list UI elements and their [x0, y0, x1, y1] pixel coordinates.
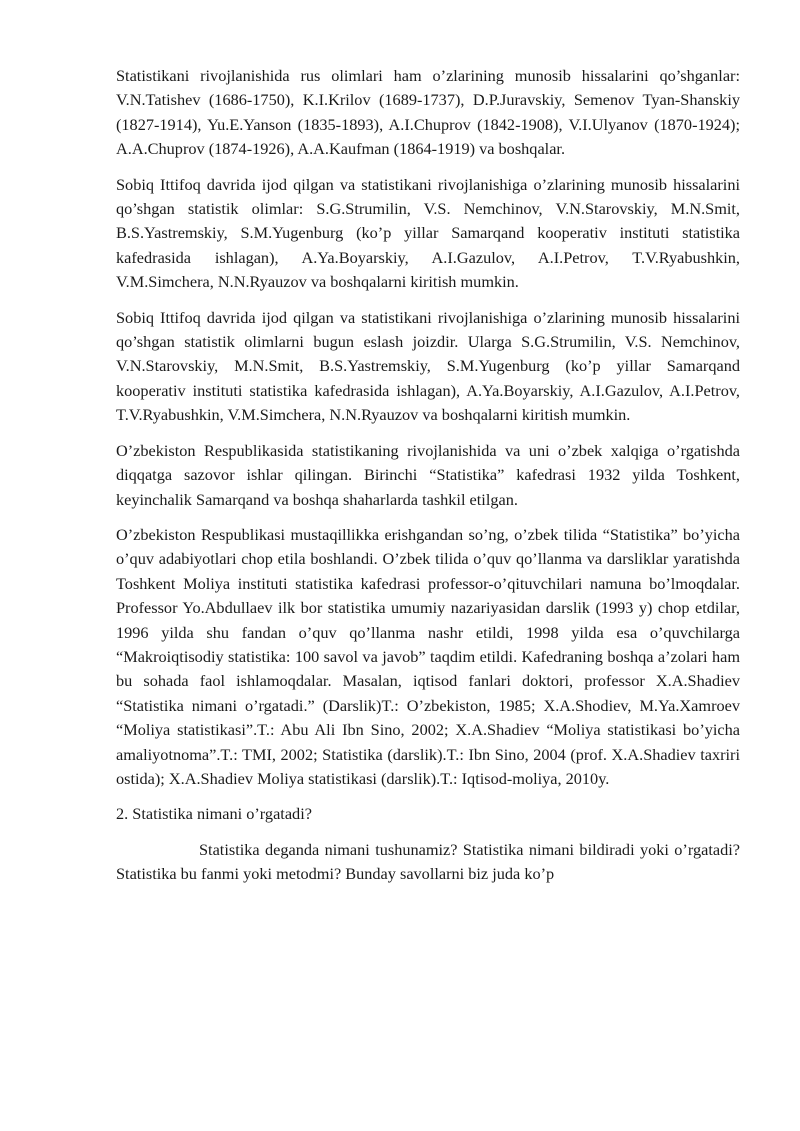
paragraph-what-is-statistics: Statistika deganda nimani tushunamiz? Statistika nimani bildiradi yoki o’rgatadi? Statistika bu fanmi yoki metodmi? Bunday savollarni biz juda ko’p: [116, 839, 740, 884]
paragraph-soviet-scientists-remembered: Sobiq Ittifoq davrida ijod qilgan va statistikani rivojlanishiga o’zlarining munosib hissalarini qo’shgan statistik olimlarni bugun eslash joizdir. Ularga S.G.Strumilin, V.S. Nemchinov, V.N.Starovskiy, M.N.Smit, B.S.Yastremskiy, S.M.Yugenburg (ko’p yillar Samarqand kooperativ instituti statistika kafedrasida ishlagan), A.Ya.Boyarskiy, A.I.Gazulov, A.I.Petrov, T.V.Ryabushkin, V.M.Simchera, N.N.Ryauzov va boshqalarni kiritish mumkin.: [116, 307, 740, 425]
document-page: [116, 64, 740, 898]
paragraph-soviet-scientists: Sobiq Ittifoq davrida ijod qilgan va statistikani rivojlanishiga o’zlarining munosib hissalarini qo’shgan statistik olimlar: S.G.Strumilin, V.S. Nemchinov, V.N.Starovskiy, M.N.Smit, B.S.Yastremskiy, S.M.Yugenburg (ko’p yillar Samarqand kooperativ instituti statistika kafedrasida ishlagan), A.Ya.Boyarskiy, A.I.Gazulov, A.I.Petrov, T.V.Ryabushkin, V.M.Simchera, N.N.Ryauzov va boshqalarni kiritish mumkin.: [116, 174, 740, 292]
paragraph-independence-literature: O’zbekiston Respublikasi mustaqillikka erishgandan so’ng, o’zbek tilida “Statistika” bo’yicha o’quv adabiyotlari chop etila boshlandi. O’zbek tilida o’quv qo’llanma va darsliklar yaratishda Toshkent Moliya instituti statistika kafedrasi professor-o’qituvchilari namuna bo’lmoqdalar. Professor Yo.Abdullaev ilk bor statistika umumiy nazariyasidan darslik (1993 y) chop etdilar, 1996 yilda shu fandan o’quv qo’llanma nashr etildi, 1998 yilda esa o’quvchilarga “Makroiqtisodiy statistika: 100 savol va javob” taqdim etildi. Kafedraning boshqa a’zolari ham bu sohada faol ishlamoqdalar. Masalan, iqtisod fanlari doktori, professor X.A.Shadiev “Statistika nimani o’rgatadi.” (Darslik)T.: O’zbekiston, 1985; X.A.Shodiev, M.Ya.Xamroev “Moliya statistikasi”.T.: Abu Ali Ibn Sino, 2002; X.A.Shadiev “Moliya statistikasi bo’yicha amaliyotnoma”.T.: TMI, 2002; Statistika (darslik).T.: Ibn Sino, 2004 (prof. X.A.Shadiev taxriri ostida); X.A.Shadiev Moliya statistikasi (darslik).T.: Iqtisod-moliya, 2010y.: [116, 524, 740, 788]
paragraph-uzbekistan-statistics: O’zbekiston Respublikasida statistikaning rivojlanishida va uni o’zbek xalqiga o’rgatishda diqqatga sazovor ishlar qilingan. Birinchi “Statistika” kafedrasi 1932 yilda Toshkent, keyinchalik Samarqand va boshqa shaharlarda tashkil etilgan.: [116, 440, 740, 509]
section-heading: 2. Statistika nimani o’rgatadi?: [116, 804, 312, 824]
paragraph-russian-scientists: Statistikani rivojlanishida rus olimlari ham o’zlarining munosib hissalarini qo’shganlar: V.N.Tatishev (1686-1750), K.I.Krilov (1689-1737), D.P.Juravskiy, Semenov Tyan-Shanskiy (1827-1914), Yu.E.Yanson (1835-1893), A.I.Chuprov (1842-1908), V.I.Ulyanov (1870-1924); A.A.Chuprov (1874-1926), A.A.Kaufman (1864-1919) va boshqalar.: [116, 66, 740, 159]
